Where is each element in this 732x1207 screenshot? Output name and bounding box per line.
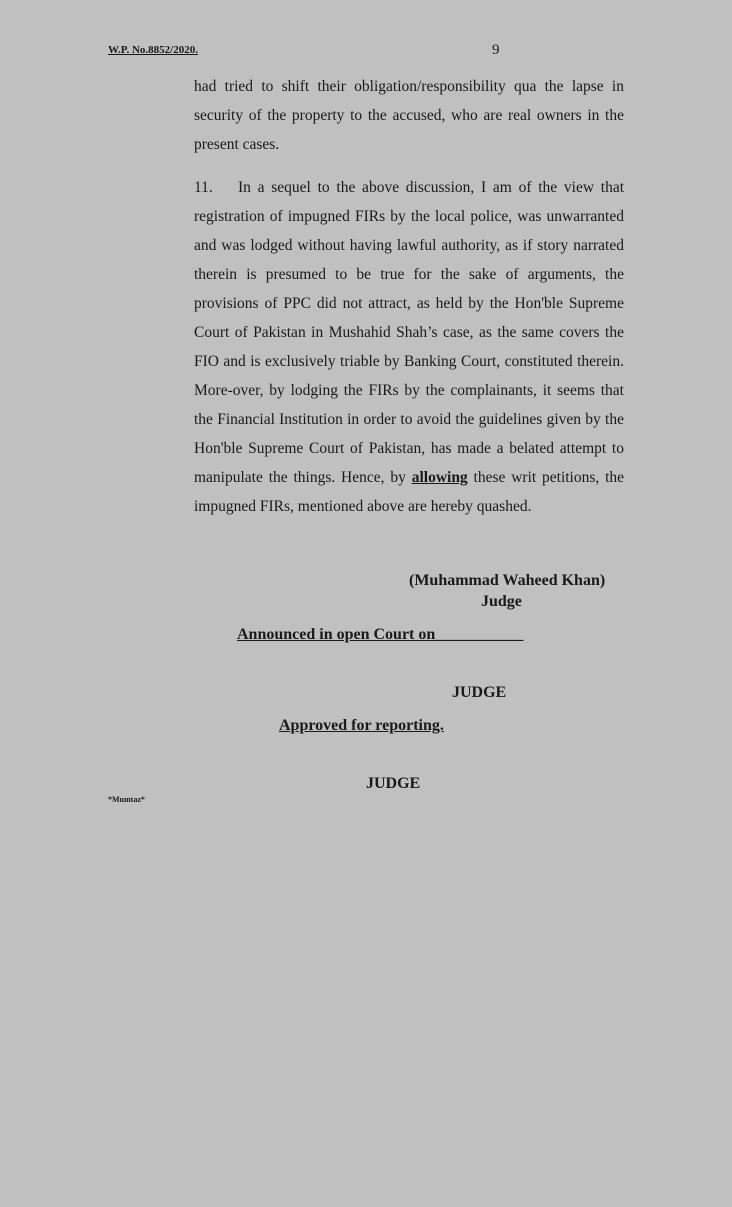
- judge-signature-label-announced: JUDGE: [452, 684, 507, 701]
- case-number: W.P. No.8852/2020.: [108, 44, 198, 56]
- judge-title: Judge: [481, 593, 522, 610]
- paragraph-11: [194, 173, 624, 521]
- paragraph-text-before: In a sequel to the above discussion, I am of the view that registration of impugned FIRs by the local police, was unwarranted and was lodged without having lawful authority, as if story narrated therein is presumed to be true for the sake of arguments, the provisions of PPC did not attract, as held by the Hon'ble Supreme Court of Pakistan in Mushahid Shah’s case, as the same covers the FIO and is exclusively triable by Banking Court, constituted therein. More-over, by lodging the FIRs by the complainants, it seems that the Financial Institution in order to avoid the guidelines given by the Hon'ble Supreme Court of Pakistan, has made a belated attempt to manipulate the things. Hence, by: [194, 179, 624, 486]
- typist-mark: *Mumtaz*: [108, 795, 145, 804]
- paragraph-text-after: these writ petitions, the impugned FIRs, mentioned above are hereby quashed.: [194, 469, 625, 515]
- emphasis-allowing: allowing: [411, 469, 468, 486]
- announcement-line: Announced in open Court on___________: [237, 626, 524, 643]
- judge-name: (Muhammad Waheed Khan): [409, 572, 606, 589]
- judge-signature-label-approved: JUDGE: [366, 775, 421, 792]
- continuation-paragraph: had tried to shift their obligation/responsibility qua the lapse in security of the property to the accused, who are real owners in the present cases.: [194, 78, 624, 153]
- paragraph-number: 11.: [194, 179, 213, 196]
- page-number: 9: [492, 42, 500, 58]
- approval-line: Approved for reporting.: [279, 717, 444, 734]
